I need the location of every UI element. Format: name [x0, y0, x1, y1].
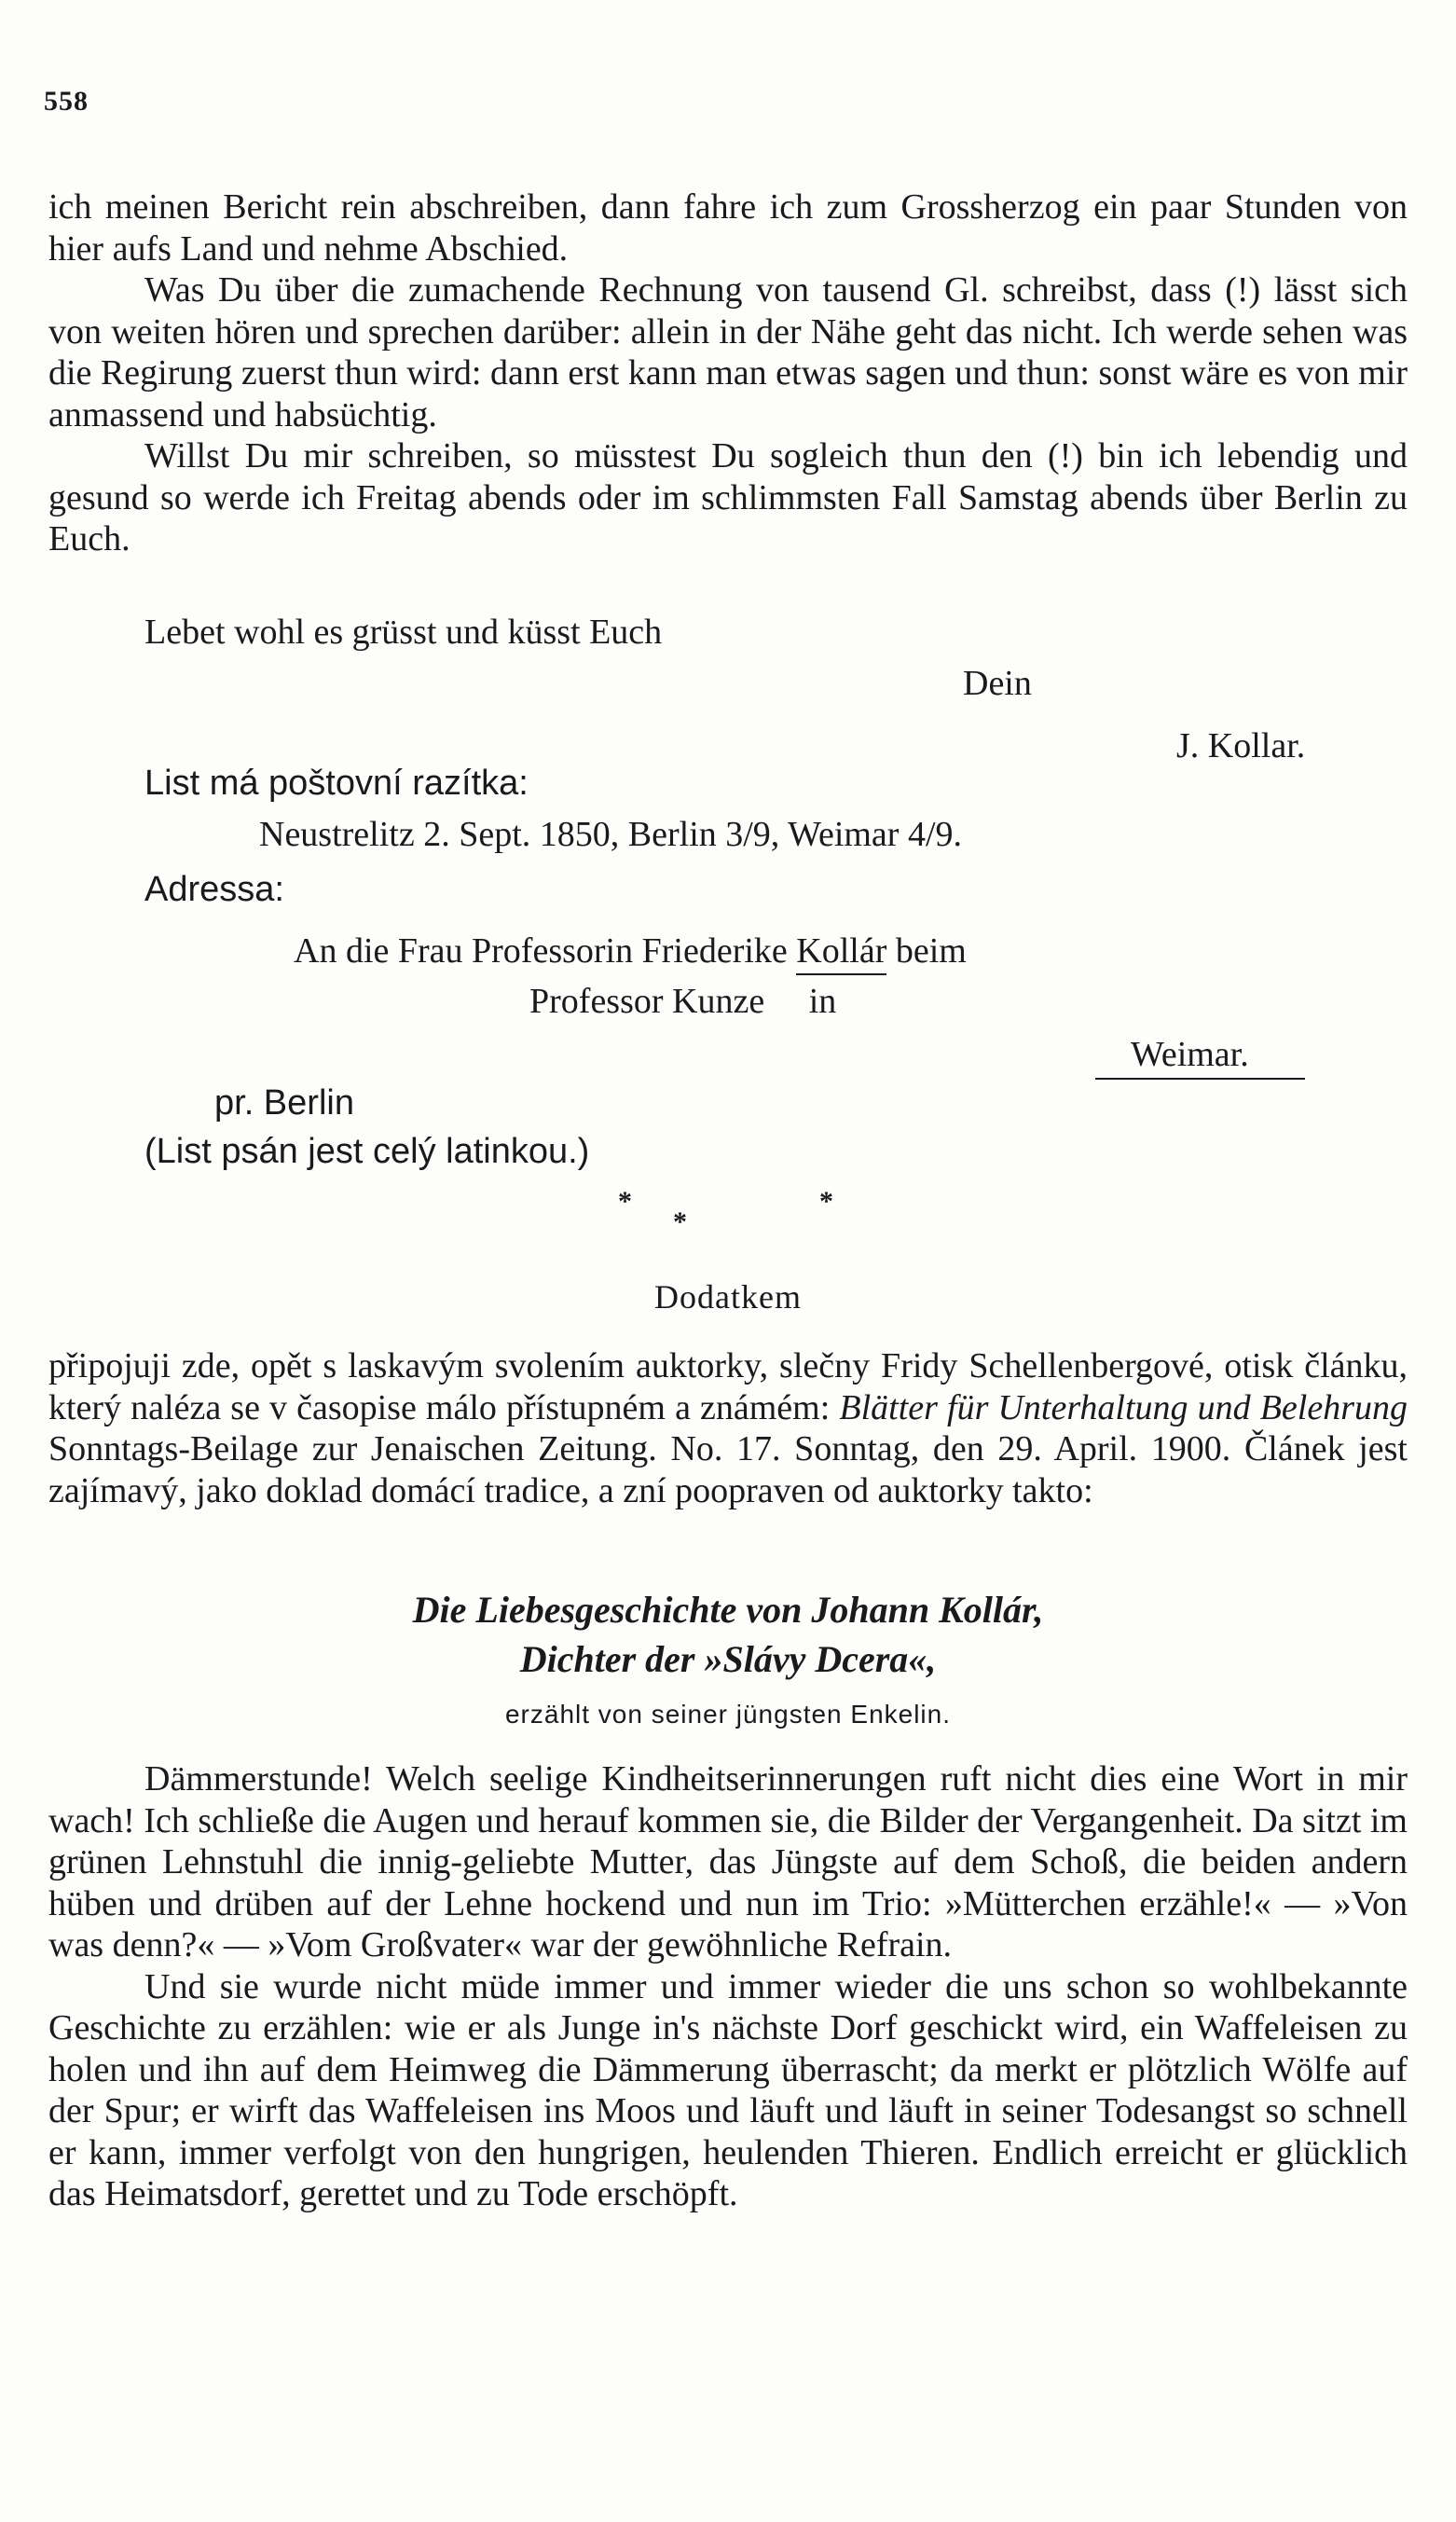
- address-label: Adressa:: [144, 870, 284, 909]
- letter-body: [48, 186, 1408, 560]
- letter-closing: Dein: [963, 664, 1032, 703]
- address-line-2: Professor Kunze in: [529, 982, 837, 1021]
- article-paragraph: Dämmerstunde! Welch seelige Kindheitserinnerungen ruft nicht dies eine Wort in mir wach! Ich schließe die Augen und herauf kommen sie, die Bilder der Vergangenheit. Da sitzt im grünen Lehnstuhl die innig-geliebte Mutter, das Jüngste auf dem Schoß, die beiden andern hüben und drüben auf der Lehne hockend und nun im Trio: »Mütterchen erzähle!« — »Von was denn?« — »Vom Großvater« war der gewöhnliche Refrain.: [48, 1759, 1408, 1964]
- article-byline: erzählt von seiner jüngsten Enkelin.: [504, 1700, 952, 1729]
- letter-paragraph: Willst Du mir schreiben, so müsstest Du sogleich thun den (!) bin ich lebendig und gesund so werde ich Freitag abends oder im schlimmsten Fall Samstag abends über Berlin zu Euch.: [48, 436, 1408, 558]
- article-body: [48, 1758, 1408, 2215]
- address-line-1: [294, 930, 967, 975]
- address-recipient-surname: Kollár: [796, 930, 886, 975]
- asterism-star: *: [819, 1186, 833, 1217]
- appendix-paragraph: [48, 1345, 1408, 1511]
- appendix-intro: [48, 1345, 1408, 1511]
- address-note: (List psán jest celý latinkou.): [144, 1132, 590, 1171]
- address-city: Weimar.: [1131, 1035, 1249, 1074]
- address-beim: beim: [886, 931, 967, 971]
- asterism-star: *: [618, 1186, 632, 1217]
- postmark-label: List má poštovní razítka:: [144, 764, 529, 803]
- letter-farewell: Lebet wohl es grüsst und küsst Euch: [144, 613, 663, 652]
- asterism-star: *: [673, 1206, 687, 1237]
- address-via: pr. Berlin: [214, 1083, 354, 1123]
- appendix-intro-start: připojuji zde, opět s laskavým svolením auktorky, slečny Fridy Schellenbergové, otisk článku, který naléza se v časopise málo přístupném a známém:: [48, 1346, 1408, 1427]
- letter-signature: J. Kollar.: [1176, 726, 1306, 765]
- address-city-rule: [1095, 1078, 1305, 1080]
- appendix-intro-end: Sonntags-Beilage zur Jenaischen Zeitung. No. 17. Sonntag, den 29. April. 1900. Článek jest zajímavý, jako doklad domácí tradice, a zní poopraven od auktorky takto:: [48, 1429, 1408, 1510]
- address-recipient: An die Frau Professorin Friederike: [294, 931, 797, 971]
- page-number: 558: [44, 86, 89, 117]
- letter-paragraph: Was Du über die zumachende Rechnung von tausend Gl. schreibst, dass (!) lässt sich von weiten hören und sprechen darüber: allein in der Nähe geht das nicht. Ich werde sehen was die Regirung zuerst thun wird: dann erst kann man etwas sagen und thun: sonst wäre es von mir anmassend und habsüchtig.: [48, 270, 1408, 434]
- letter-paragraph: ich meinen Bericht rein abschreiben, dann fahre ich zum Grossherzog ein paar Stunden von hier aufs Land und nehme Abschied.: [48, 187, 1408, 269]
- article-paragraph: Und sie wurde nicht müde immer und immer wieder die uns schon so wohlbekannte Geschichte zu erzählen: wie er als Junge in's nächste Dorf geschickt wird, ein Waffeleisen zu holen und ihn auf dem Heimweg die Dämmerung überrascht; da merkt er plötzlich Wölfe auf der Spur; er wirft das Waffeleisen ins Moos und läuft und läuft in seiner Todesangst so schnell er kann, immer verfolgt von den hungrigen, heulenden Thieren. Endlich erreicht er glücklich das Heimatsdorf, gerettet und zu Tode erschöpft.: [48, 1966, 1408, 2213]
- section-heading: Dodatkem: [654, 1278, 802, 1316]
- postmark-stamps: Neustrelitz 2. Sept. 1850, Berlin 3/9, Weimar 4/9.: [259, 815, 963, 854]
- periodical-title: Blätter für Unterhaltung und Belehrung: [839, 1387, 1408, 1427]
- article-title-line-2: Dichter der »Slávy Dcera«,: [519, 1638, 937, 1680]
- article-title-line-1: Die Liebesgeschichte von Johann Kollár,: [412, 1589, 1044, 1631]
